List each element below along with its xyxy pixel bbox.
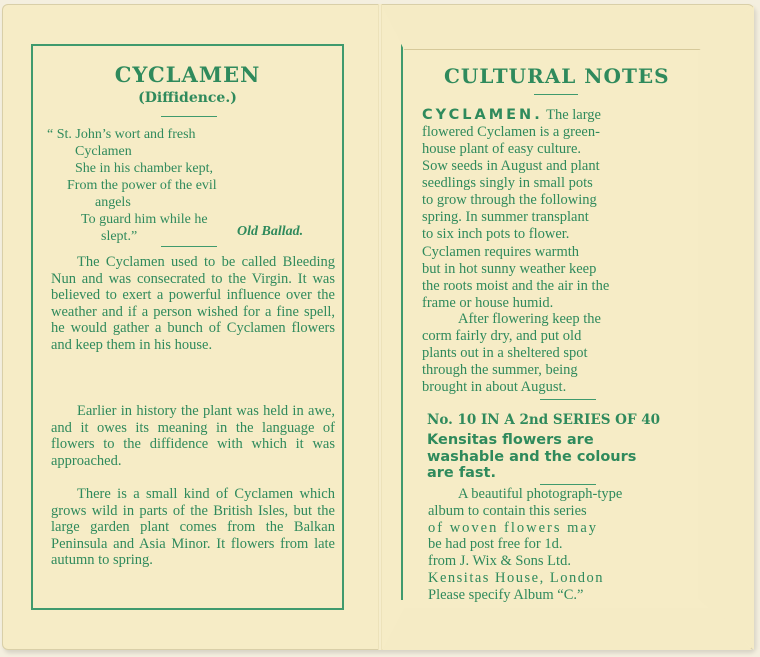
- cultural-notes-line: plants out in a sheltered spot: [422, 345, 588, 361]
- center-fold: [378, 4, 382, 650]
- cultural-notes-line: brought in about August.: [422, 379, 567, 395]
- kensitas-line: are fast.: [427, 465, 496, 481]
- paragraph: Earlier in history the plant was held in awe, and it owes its meaning in the language of flowers to the diffidence with which it was approached.: [51, 403, 335, 469]
- verse-line: To guard him while he: [81, 212, 208, 227]
- album-divider: [540, 484, 596, 485]
- cultural-notes-title: CULTURAL NOTES: [444, 64, 670, 88]
- album-line: A beautiful photograph-type: [458, 486, 623, 502]
- page-title: CYCLAMEN: [114, 62, 261, 87]
- kensitas-line: Kensitas flowers are: [427, 432, 594, 448]
- album-line: of woven flowers may: [428, 519, 599, 536]
- verse-attribution: Old Ballad.: [237, 224, 304, 239]
- cultural-notes-line: frame or house humid.: [422, 295, 554, 311]
- album-offer: [428, 486, 622, 604]
- cultural-notes-line: to grow through the following: [422, 192, 597, 208]
- cultural-notes-line: spring. In summer transplant: [422, 209, 589, 225]
- cultural-notes-line: corm fairly dry, and put old: [422, 328, 582, 344]
- verse-line: She in his chamber kept,: [75, 161, 214, 176]
- album-line: be had post free for 1d.: [428, 536, 563, 553]
- cultural-divider: [534, 94, 578, 95]
- left-panel-border: [31, 44, 344, 610]
- cultural-notes-lead: CYCLAMEN.: [422, 107, 543, 123]
- cultural-notes-line: Cyclamen requires warmth: [422, 244, 580, 260]
- kensitas-note: [427, 432, 636, 482]
- cultural-notes-line: Sow seeds in August and plant: [422, 158, 600, 174]
- title-divider: [161, 116, 217, 117]
- verse-divider: [161, 246, 217, 247]
- cultural-notes-line: the roots moist and the air in the: [422, 278, 610, 294]
- cultural-notes-line: house plant of easy culture.: [422, 141, 582, 157]
- album-line: from J. Wix & Sons Ltd.: [428, 553, 571, 570]
- verse-line: Cyclamen: [75, 144, 132, 159]
- verse-line: angels: [95, 195, 131, 210]
- verse-line: slept.”: [101, 229, 138, 244]
- album-line: Kensitas House, London: [428, 569, 604, 586]
- verse-line: From the power of the evil: [67, 178, 217, 193]
- cultural-notes-line: to six inch pots to flower.: [422, 226, 570, 242]
- pocket-flap-bottom: [382, 608, 752, 650]
- verse-block: [47, 126, 337, 245]
- series-number: No. 10 IN A 2nd SERIES OF 40: [427, 412, 661, 428]
- cultural-notes-line: flowered Cyclamen is a green-: [422, 124, 600, 140]
- page-subtitle: (Diffidence.): [138, 90, 237, 106]
- series-divider: [540, 399, 596, 400]
- cultural-notes-line: through the summer, being: [422, 362, 578, 378]
- verse-line: “ St. John’s wort and fresh: [47, 127, 196, 142]
- pocket-flap-top: [382, 6, 752, 50]
- album-line: Please specify Album “C.”: [428, 586, 584, 603]
- pocket-flap-right: [698, 6, 754, 650]
- kensitas-line: washable and the colours: [427, 448, 637, 465]
- cultural-notes-line: seedlings singly in small pots: [422, 175, 593, 191]
- cultural-notes-line: but in hot sunny weather keep: [422, 261, 597, 277]
- cultural-notes-line: CYCLAMEN. The large: [422, 107, 601, 123]
- album-line: album to contain this series: [428, 502, 587, 519]
- cultural-notes-line: After flowering keep the: [458, 311, 601, 327]
- paragraph: The Cyclamen used to be called Bleeding Nun and was consecrated to the Virgin. It was believed to exert a powerful influence over the weather and if a person wished for a fine spell, he would gather a bunch of Cyclamen flowers and keep them in his house.: [51, 254, 335, 353]
- paragraph: There is a small kind of Cyclamen which grows wild in parts of the British Isles, but the large garden plant comes from the Balkan Peninsula and Asia Minor. It flowers from late autumn to spring.: [51, 486, 335, 569]
